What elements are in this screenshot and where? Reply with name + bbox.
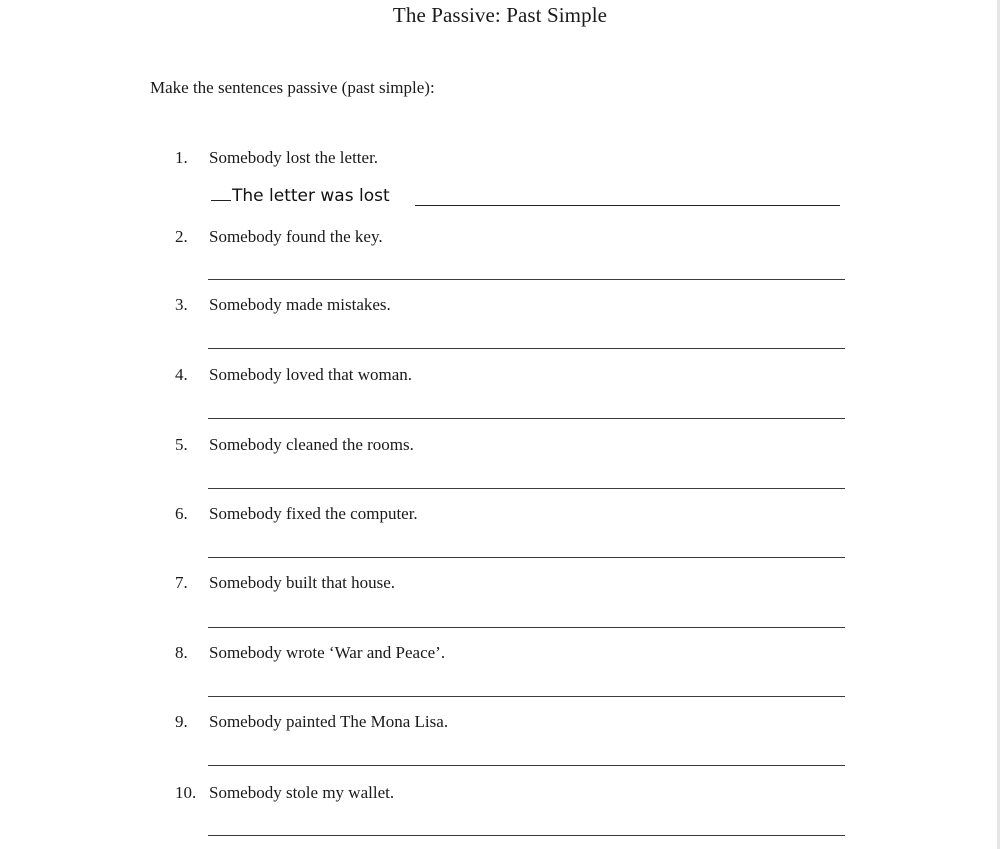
question-sentence: Somebody loved that woman.	[209, 365, 413, 384]
question-sentence: Somebody painted The Mona Lisa.	[209, 712, 449, 731]
question-sentence: Somebody lost the letter.	[209, 148, 379, 167]
question-number: 7.	[175, 573, 188, 592]
answer-line-6[interactable]	[208, 557, 845, 558]
question-number: 9.	[175, 712, 188, 731]
question-item-2	[175, 227, 383, 247]
answer-line-8[interactable]	[208, 696, 845, 697]
question-item-8	[175, 643, 445, 663]
question-item-1	[175, 148, 378, 168]
question-number: 3.	[175, 295, 188, 314]
question-item-7	[175, 573, 395, 593]
page-title: The Passive: Past Simple	[392, 3, 608, 27]
instructions-text: Make the sentences passive (past simple):	[150, 78, 435, 97]
answer-line-9[interactable]	[208, 765, 845, 766]
question-number: 8.	[175, 643, 188, 662]
answer-line-5[interactable]	[208, 488, 845, 489]
question-number: 2.	[175, 227, 188, 246]
answer-line-2[interactable]	[208, 279, 845, 280]
answer-line-10[interactable]	[208, 835, 845, 836]
question-item-6	[175, 504, 418, 524]
question-sentence: Somebody stole my wallet.	[209, 783, 395, 802]
question-item-5	[175, 435, 414, 455]
question-sentence: Somebody wrote ‘War and Peace’.	[209, 643, 446, 662]
example-answer-line	[415, 205, 840, 206]
answer-line-3[interactable]	[208, 348, 845, 349]
answer-line-7[interactable]	[208, 627, 845, 628]
question-sentence: Somebody cleaned the rooms.	[209, 435, 414, 454]
question-item-4	[175, 365, 412, 385]
question-sentence: Somebody made mistakes.	[209, 295, 391, 314]
question-number: 4.	[175, 365, 188, 384]
question-number: 1.	[175, 148, 188, 167]
question-sentence: Somebody found the key.	[209, 227, 383, 246]
question-number: 6.	[175, 504, 188, 523]
example-answer	[211, 186, 390, 206]
question-sentence: Somebody built that house.	[209, 573, 396, 592]
question-sentence: Somebody fixed the computer.	[209, 504, 418, 523]
question-item-10	[175, 783, 394, 803]
example-answer-text: The letter was lost	[232, 186, 390, 206]
question-item-3	[175, 295, 391, 315]
example-answer-leading-rule	[211, 200, 231, 201]
question-number: 5.	[175, 435, 188, 454]
answer-line-4[interactable]	[208, 418, 845, 419]
question-item-9	[175, 712, 448, 732]
question-number: 10.	[175, 783, 197, 802]
